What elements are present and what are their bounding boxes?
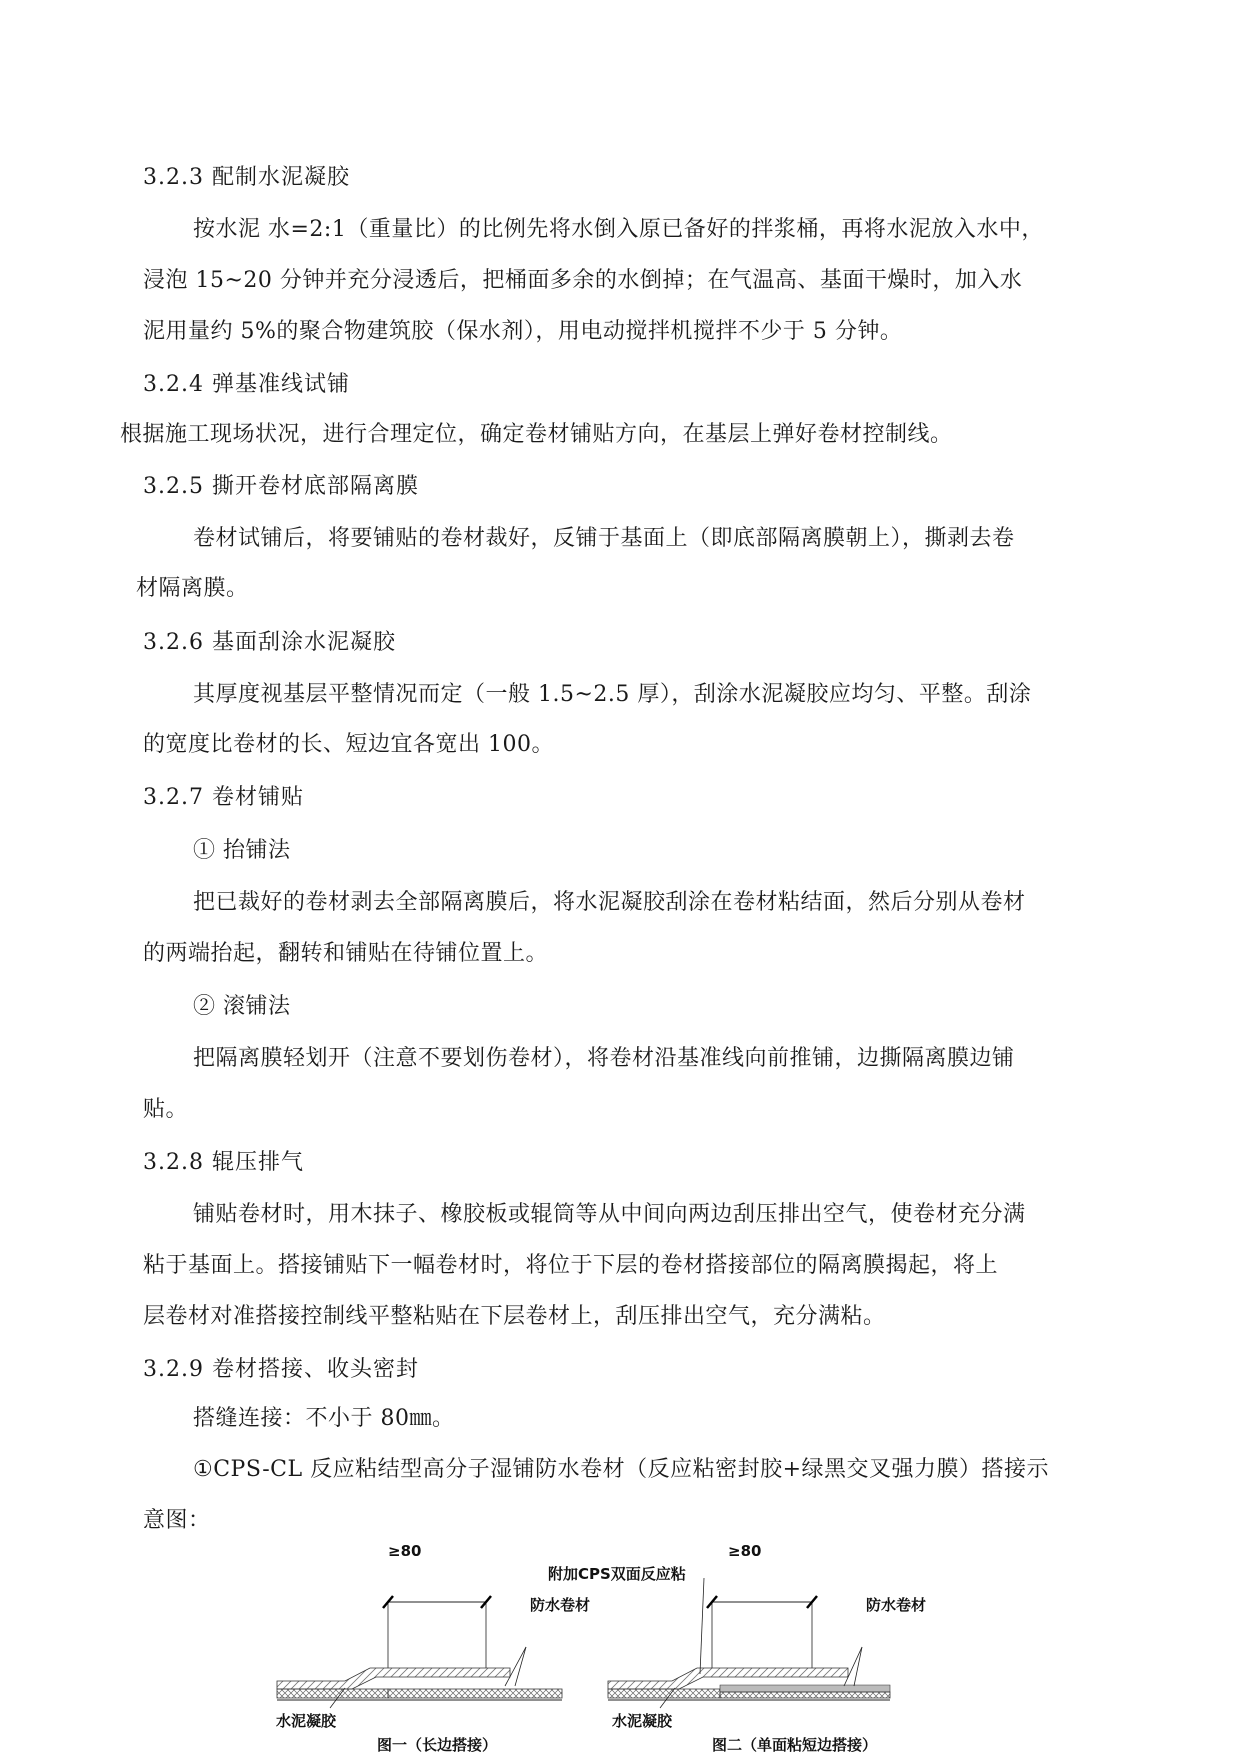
section-heading-3-2-9: 3.2.9 卷材搭接、收头密封 xyxy=(143,1357,419,1382)
figure-2-dimension-label: ≥80 xyxy=(728,1542,762,1560)
paragraph-line: 把隔离膜轻划开（注意不要划伤卷材），将卷材沿基准线向前推铺，边撕隔离膜边铺 xyxy=(193,1046,1015,1071)
figure-2-extra-strip-label: 附加CPS双面反应粘 xyxy=(548,1565,686,1583)
figure-2-drawing xyxy=(608,1578,890,1708)
paragraph-line: 的两端抬起，翻转和铺贴在待铺位置上。 xyxy=(143,941,549,966)
section-heading-3-2-6: 3.2.6 基面刮涂水泥凝胶 xyxy=(143,630,396,655)
paragraph-line: 按水泥 水=2:1（重量比）的比例先将水倒入原已备好的拌浆桶，再将水泥放入水中， xyxy=(193,217,1044,242)
figure-2-membrane-label: 防水卷材 xyxy=(866,1596,927,1614)
method-title-roll: ② 滚铺法 xyxy=(193,994,291,1019)
lower-membrane xyxy=(608,1689,720,1698)
figure-1-cement-label: 水泥凝胶 xyxy=(276,1712,337,1730)
figure-2-caption: 图二（单面粘短边搭接） xyxy=(712,1736,878,1754)
figure-1-dimension-label: ≥80 xyxy=(388,1542,422,1560)
paragraph-line: 意图： xyxy=(143,1508,211,1533)
paragraph-line: 贴。 xyxy=(143,1097,189,1122)
paragraph-line: 的宽度比卷材的长、短边宜各宽出 100。 xyxy=(143,732,554,757)
section-heading-3-2-8: 3.2.8 辊压排气 xyxy=(143,1150,304,1175)
extra-double-sided-strip xyxy=(720,1685,890,1692)
section-heading-3-2-4: 3.2.4 弹基准线试铺 xyxy=(143,372,350,397)
figure-2-cement-label: 水泥凝胶 xyxy=(612,1712,673,1730)
section-heading-3-2-7: 3.2.7 卷材铺贴 xyxy=(143,785,304,810)
paragraph-line: 根据施工现场状况，进行合理定位，确定卷材铺贴方向，在基层上弹好卷材控制线。 xyxy=(120,422,953,447)
section-heading-3-2-5: 3.2.5 撕开卷材底部隔离膜 xyxy=(143,474,419,499)
figure-1-drawing xyxy=(277,1596,562,1708)
paragraph-line: 浸泡 15~20 分钟并充分浸透后，把桶面多余的水倒掉；在气温高、基面干燥时，加入水 xyxy=(143,268,1023,293)
paragraph-line: 把已裁好的卷材剥去全部隔离膜后，将水泥凝胶刮涂在卷材粘结面，然后分别从卷材 xyxy=(193,890,1026,915)
paragraph-line: 泥用量约 5%的聚合物建筑胶（保水剂），用电动搅拌机搅拌不少于 5 分钟。 xyxy=(143,319,903,344)
lower-membrane xyxy=(277,1689,388,1698)
method-title-lift: ① 抬铺法 xyxy=(193,838,291,863)
section-heading-3-2-3: 3.2.3 配制水泥凝胶 xyxy=(143,165,350,190)
paragraph-line: ①CPS-CL 反应粘结型高分子湿铺防水卷材（反应粘密封胶+绿黑交叉强力膜）搭接示 xyxy=(193,1457,1050,1482)
paragraph-line: 铺贴卷材时，用木抹子、橡胶板或辊筒等从中间向两边刮压排出空气，使卷材充分满 xyxy=(193,1202,1026,1227)
figure-1-membrane-label: 防水卷材 xyxy=(530,1596,591,1614)
figure-1-caption: 图一（长边搭接） xyxy=(377,1736,498,1754)
upper-membrane xyxy=(277,1668,510,1689)
paragraph-line: 其厚度视基层平整情况而定（一般 1.5~2.5 厚），刮涂水泥凝胶应均匀、平整。刮涂 xyxy=(193,682,1032,707)
paragraph-line: 搭缝连接：不小于 80㎜。 xyxy=(193,1406,455,1431)
leader-line xyxy=(700,1578,704,1674)
paragraph-line: 层卷材对准搭接控制线平整粘贴在下层卷材上，刮压排出空气，充分满粘。 xyxy=(143,1304,886,1329)
paragraph-line: 卷材试铺后，将要铺贴的卷材裁好，反铺于基面上（即底部隔离膜朝上），撕剥去卷 xyxy=(193,526,1015,551)
leader-line xyxy=(505,1647,526,1686)
paragraph-line: 粘于基面上。搭接铺贴下一幅卷材时，将位于下层的卷材搭接部位的隔离膜揭起，将上 xyxy=(143,1253,999,1278)
paragraph-line: 材隔离膜。 xyxy=(136,576,249,601)
